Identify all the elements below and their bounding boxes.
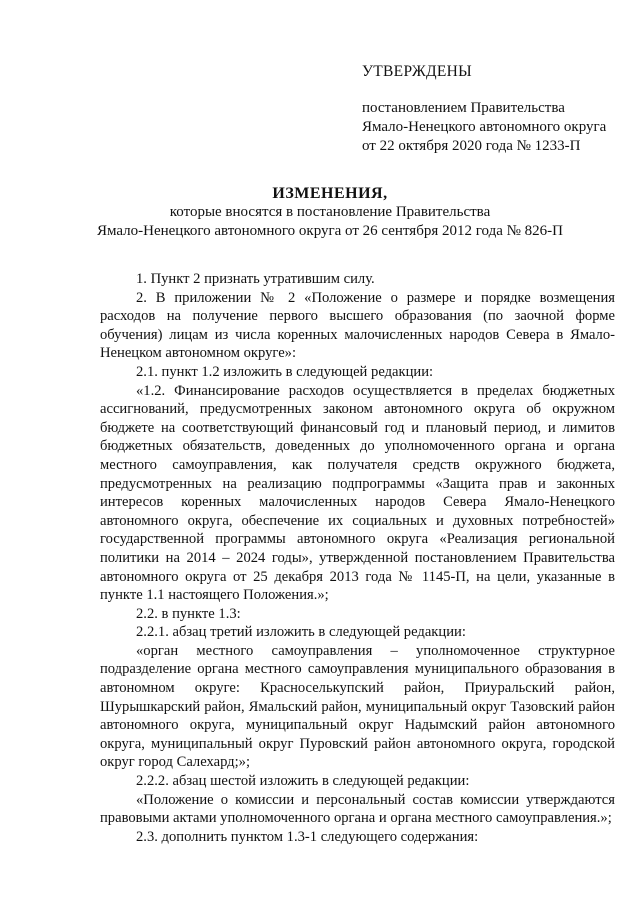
paragraph: 1. Пункт 2 признать утратившим силу.	[136, 271, 375, 287]
title-subtitle-2: Ямало-Ненецкого автономного округа от 26 сентября 2012 года № 826-П	[96, 223, 564, 239]
paragraph: «орган местного самоуправления – уполномоченное структурное подразделение органа местного самоуправления муниципального образования в автономном округе: Красноселькупский район, Приуральский район, Шурышкарский район, Ямальский район, муниципальный округ Тазовский район автономного округа, муниципальный округ Надымский район автономного округа, муниципальный округ Пуровский район автономного округа, городской округ город Салехард;»;	[100, 642, 615, 771]
approval-heading: УТВЕРЖДЕНЫ	[362, 63, 472, 80]
approval-line-1: постановлением Правительства	[362, 100, 565, 116]
document-body	[100, 270, 615, 846]
paragraph: 2.3. дополнить пунктом 1.3-1 следующего содержания:	[136, 828, 479, 845]
title-subtitle-1: которые вносятся в постановление Правительства	[169, 204, 491, 220]
paragraph: 2. В приложении № 2 «Положение о размере и порядке возмещения расходов на получение первого высшего образования (по заочной форме обучения) лицам из числа коренных малочисленных народов Севера в Ямало-Ненецком автономном округе»:	[100, 289, 615, 362]
paragraph: 2.1. пункт 1.2 изложить в следующей редакции:	[136, 363, 434, 380]
paragraph: 2.2.2. абзац шестой изложить в следующей редакции:	[136, 773, 470, 790]
paragraph: 2.2. в пункте 1.3:	[136, 605, 241, 622]
approval-line-2: Ямало-Ненецкого автономного округа	[362, 119, 607, 135]
paragraph: «Положение о комиссии и персональный состав комиссии утверждаются правовыми актами уполномоченного органа и органа местного самоуправления.»;	[100, 791, 615, 827]
title-main: ИЗМЕНЕНИЯ,	[272, 185, 388, 202]
paragraph: «1.2. Финансирование расходов осуществляется в пределах бюджетных ассигнований, предусмотренных законом автономного округа об окружном бюджете на соответствующий финансовый год и плановый период, и лимитов бюджетных обязательств, доведенных до уполномоченного органа и органа местного самоуправления, как получателя средств окружного бюджета, предусмотренных на реализацию подпрограммы «Защита прав и законных интересов коренных малочисленных народов Севера Ямало-Ненецкого автономного округа, обеспечение их социальных и духовных потребностей» государственной программы автономного округа «Реализация региональной политики на 2014 – 2024 годы», утвержденной постановлением Правительства автономного округа от 25 декабря 2013 года № 1145-П, на цели, указанные в пункте 1.1 настоящего Положения.»;	[100, 382, 615, 604]
document-title	[60, 184, 600, 241]
paragraph: 2.2.1. абзац третий изложить в следующей редакции:	[136, 624, 466, 641]
approval-line-3: от 22 октября 2020 года № 1233-П	[362, 138, 581, 154]
approval-block	[362, 62, 622, 156]
